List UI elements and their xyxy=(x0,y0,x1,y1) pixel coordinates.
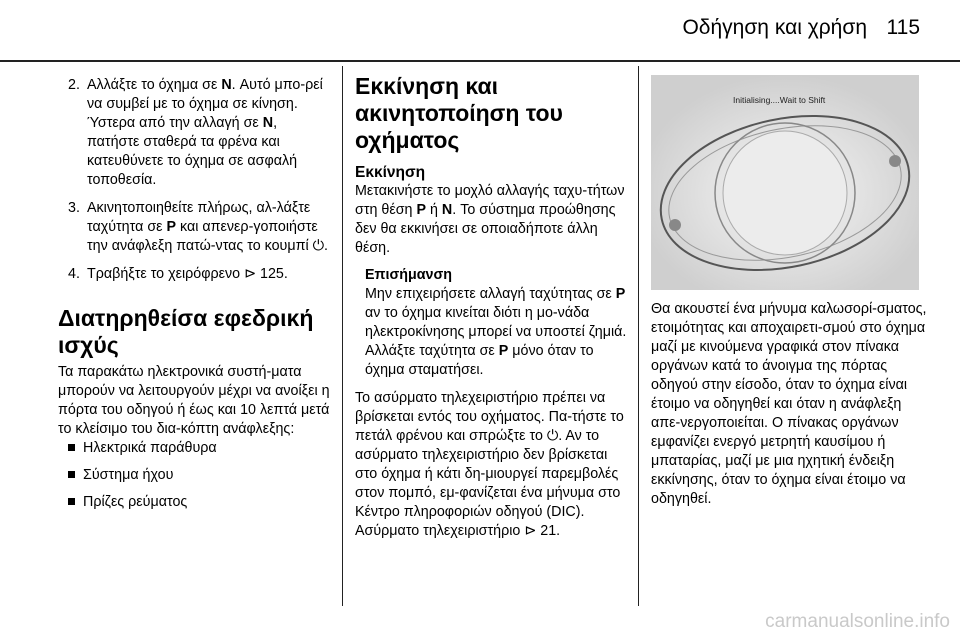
column-divider-left xyxy=(342,66,343,606)
bullet-item: Ηλεκτρικά παράθυρα xyxy=(58,439,330,458)
bullet-square xyxy=(68,471,75,478)
step-number: 4. xyxy=(68,266,80,282)
power-icon: ⏻ xyxy=(546,428,559,444)
cluster-graphic xyxy=(651,75,919,290)
right-column xyxy=(651,300,927,509)
bullet-item: Σύστημα ήχου xyxy=(58,466,330,485)
step-3: 3. Ακινητοποιηθείτε πλήρως, αλ-λάξτε ταχύτητα σε P και απενερ-γοποιήστε την ανάφλεξη πατώ-ντας το κουμπί ⏻. xyxy=(68,200,328,254)
left-column xyxy=(58,76,330,520)
gear-n: N xyxy=(221,77,232,93)
step-number: 3. xyxy=(68,200,80,216)
bullet-square xyxy=(68,444,75,451)
page-ref-icon: ⊳ xyxy=(244,266,257,282)
gear-p: P xyxy=(615,286,626,302)
page-ref-icon: ⊳ xyxy=(524,523,537,539)
header-rule xyxy=(0,60,960,62)
gear-n: N xyxy=(441,202,453,218)
step-number: 2. xyxy=(68,77,80,93)
gear-p: P xyxy=(166,219,177,235)
notice-title: Επισήμανση xyxy=(365,267,452,283)
power-icon: ⏻ xyxy=(312,238,324,254)
section-heading-retained-power: Διατηρηθείσα εφεδρική ισχύς xyxy=(58,305,314,358)
gear-p: P xyxy=(416,202,427,218)
watermark: carmanualsonline.info xyxy=(765,611,950,632)
remote-paragraph: Το ασύρματο τηλεχειριστήριο πρέπει να βρίσκεται εντός του οχήματος. Πα-τήστε το πετάλ φρένου και σπρώξτε το ⏻. Αν το ασύρματο τηλεχειριστήριο δεν βρίσκεται στο όχημα ή κάτι δη-μιουργεί παρεμβολές στον πομπό, εμ-φανίζεται ένα μήνυμα στο Κέντρο πληροφοριών οδηγού (DIC). xyxy=(355,390,624,520)
welcome-paragraph: Θα ακουστεί ένα μήνυμα καλωσορί-σματος, ετοιμότητας και αποχαιρετι-σμού στο όχημα μαζί με κινούμενα γραφικά στον πίνακα οργάνων κατά το άνοιγμα της πόρτας οδηγού στην είσοδο, όταν το όχημα είναι έτοιμο να οδηγηθεί και όταν η ανάφλεξη απε-νεργοποιείται. Ο πίνακας οργάνων εμφανίζει ενεργό μετρητή καυσίμου ή μπαταρίας, μαζί με μια ηχητική ένδειξη εκκίνησης, όταν το όχημα είναι έτοιμο να οδηγηθεί. xyxy=(651,301,927,507)
bullet-square xyxy=(68,498,75,505)
step-4: 4. Τραβήξτε το χειρόφρενο ⊳ 125. xyxy=(68,266,288,282)
running-title: Οδήγηση και χρήση xyxy=(682,16,867,39)
starting-paragraph: Μετακινήστε το μοχλό αλλαγής ταχυ-τήτων στη θέση P ή N. Το σύστημα προώθησης δεν θα εκκινήσει σε οποιαδήποτε άλλη θέση. xyxy=(355,183,625,256)
remote-reference: Ασύρματο τηλεχειριστήριο ⊳ 21. xyxy=(355,523,561,539)
bullet-item: Πρίζες ρεύματος xyxy=(58,493,330,512)
step-2: 2. Αλλάξτε το όχημα σε N. Αυτό μπο-ρεί να συμβεί με το όχημα σε κίνηση. Ύστερα από την αλλαγή σε N, πατήστε σταθερά τα φρένα και κατευθύνετε το όχημα σε ασφαλή τοποθεσία. xyxy=(68,77,323,188)
instrument-cluster-illustration xyxy=(651,75,919,290)
subheading-starting: Εκκίνηση xyxy=(355,164,426,181)
retained-power-intro: Τα παρακάτω ηλεκτρονικά συστή-ματα μπορούν να λειτουργούν μέχρι να ανοίξει η πόρτα του οδηγού ή έως και 10 λεπτά μετά το κλείσιμο του δια-κόπτη ανάφλεξης: xyxy=(58,364,330,437)
cluster-display-message: Initialising....Wait to Shift xyxy=(733,95,826,105)
section-heading-starting: Εκκίνηση και ακινητοποίηση του οχήματος xyxy=(355,73,563,153)
middle-column xyxy=(355,73,627,541)
gear-n: N xyxy=(262,115,274,131)
column-divider-right xyxy=(638,66,639,606)
page-number: 115 xyxy=(886,16,920,39)
gear-p: P xyxy=(498,343,509,359)
notice-block: Επισήμανση Μην επιχειρήσετε αλλαγή ταχύτητας σε P αν το όχημα κινείται διότι η μο-νάδα ηλεκτροκίνησης μπορεί να υποστεί ζημιά. Αλλάξτε ταχύτητα σε P μόνο όταν το όχημα σταματήσει. xyxy=(365,267,627,378)
